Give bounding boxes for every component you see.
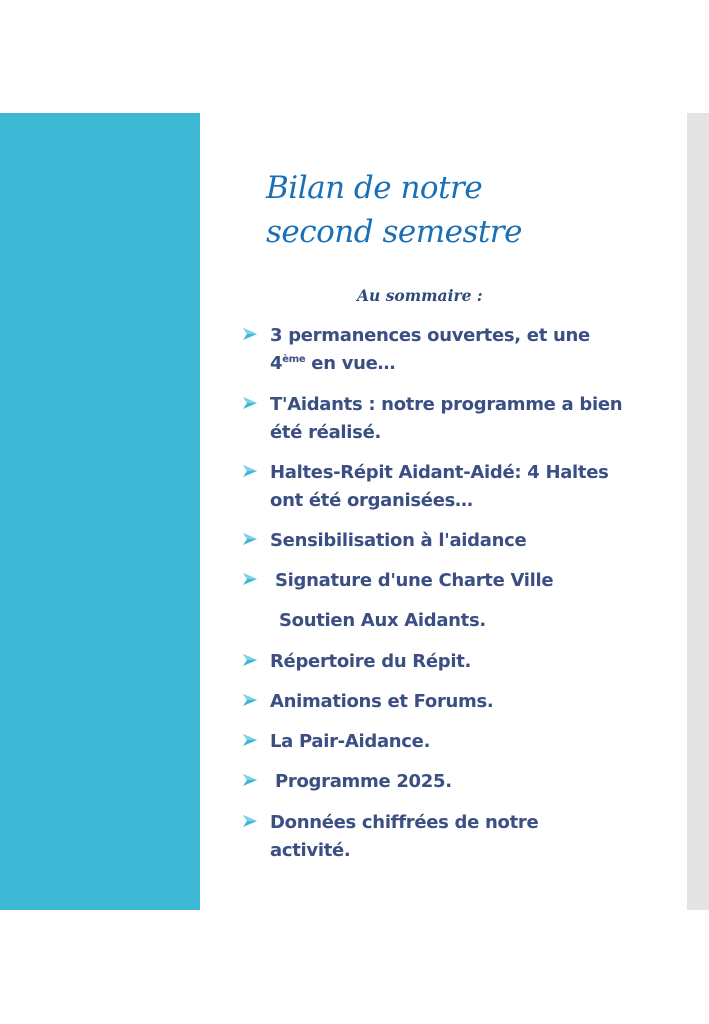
list-item [241, 391, 661, 447]
list-item-continuation: Soutien Aux Aidants. [279, 610, 486, 631]
list-item [241, 527, 661, 555]
list-item-text: Haltes-Répit Aidant-Aidé: 4 Haltes [270, 462, 609, 483]
arrow-bullet-icon [241, 394, 259, 412]
list-item-text: Répertoire du Répit. [270, 651, 472, 672]
arrow-bullet-icon [241, 731, 259, 749]
list-item-text: ont été organisées… [270, 490, 473, 511]
list-item-text: T'Aidants : notre programme a bien [270, 394, 623, 415]
list-item-text: 3 permanences ouvertes, et une [270, 325, 590, 346]
arrow-bullet-icon [241, 530, 259, 548]
list-item [241, 768, 661, 796]
summary-label: Au sommaire : [357, 286, 483, 305]
list-item [241, 567, 661, 595]
list-item-text: Signature d'une Charte Ville [275, 570, 554, 591]
arrow-bullet-icon [241, 325, 259, 343]
list-item-text: La Pair-Aidance. [270, 731, 431, 752]
right-decorative-band [687, 113, 709, 910]
list-item [241, 648, 661, 676]
list-item-text: 4ème en vue… [270, 353, 396, 374]
list-item-text: Sensibilisation à l'aidance [270, 530, 527, 551]
arrow-bullet-icon [241, 570, 259, 588]
arrow-bullet-icon [241, 651, 259, 669]
list-item [241, 728, 661, 756]
arrow-bullet-icon [241, 771, 259, 789]
list-item-text: été réalisé. [270, 422, 382, 443]
title-line-1: Bilan de notre [266, 170, 483, 206]
page-title [266, 166, 666, 254]
arrow-bullet-icon [241, 812, 259, 830]
arrow-bullet-icon [241, 691, 259, 709]
title-line-2: second semestre [266, 214, 522, 250]
list-item-text: Données chiffrées de notre [270, 812, 539, 833]
left-decorative-band [0, 113, 200, 910]
list-item [241, 688, 661, 716]
list-item [241, 809, 661, 865]
list-item-text: Programme 2025. [275, 771, 452, 792]
list-item [241, 459, 661, 515]
list-item-text: Animations et Forums. [270, 691, 494, 712]
arrow-bullet-icon [241, 462, 259, 480]
list-item-text: activité. [270, 840, 351, 861]
list-item [241, 322, 661, 378]
